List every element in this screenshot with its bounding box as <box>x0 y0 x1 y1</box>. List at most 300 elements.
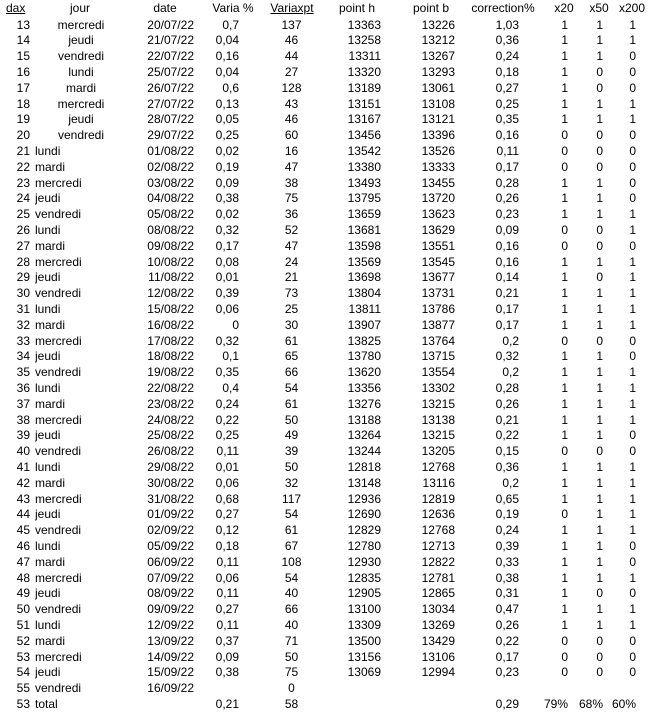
cell-point-h[interactable]: 12690 <box>347 507 381 522</box>
cell-x50[interactable]: 0 <box>596 444 603 459</box>
cell-x200[interactable]: 1 <box>629 270 636 285</box>
cell-x200[interactable]: 0 <box>629 64 636 79</box>
cell-variaxpt[interactable]: 30 <box>284 317 299 332</box>
cell-varia[interactable]: 0,08 <box>215 254 239 269</box>
cell-dax[interactable]: 37 <box>16 396 30 411</box>
cell-jour[interactable]: jeudi <box>35 428 61 443</box>
cell-point-h[interactable]: 13569 <box>347 254 381 269</box>
cell-varia[interactable]: 0,4 <box>222 380 239 395</box>
cell-date[interactable]: 05/08/22 <box>147 207 194 222</box>
cell-correction[interactable]: 0,47 <box>495 602 519 617</box>
cell-jour[interactable]: jeudi <box>68 33 94 48</box>
cell-date[interactable]: 10/08/22 <box>147 254 194 269</box>
cell-variaxpt[interactable]: 0 <box>288 681 295 696</box>
cell-x200[interactable]: 1 <box>629 459 636 474</box>
cell-x200[interactable]: 0 <box>629 444 636 459</box>
cell-point-b[interactable]: 12819 <box>421 491 455 506</box>
cell-point-b[interactable]: 13302 <box>421 380 455 395</box>
cell-dax[interactable]: 28 <box>16 254 30 269</box>
cell-correction[interactable]: 0,14 <box>495 270 519 285</box>
cell-date[interactable]: 20/07/22 <box>147 17 194 32</box>
cell-point-b[interactable]: 13106 <box>421 649 455 664</box>
cell-correction[interactable]: 0,25 <box>495 96 519 111</box>
cell-jour[interactable]: jeudi <box>35 270 61 285</box>
cell-correction[interactable]: 0,17 <box>495 301 519 316</box>
cell-dax[interactable]: 20 <box>16 128 30 143</box>
cell-variaxpt[interactable]: 43 <box>284 96 299 111</box>
cell-dax[interactable]: 21 <box>16 143 30 158</box>
cell-point-b[interactable]: 12781 <box>421 570 455 585</box>
cell-variaxpt[interactable]: 52 <box>284 222 299 237</box>
cell-point-h[interactable]: 13189 <box>347 80 381 95</box>
cell-variaxpt[interactable]: 44 <box>284 49 299 64</box>
cell-point-b[interactable]: 13034 <box>421 602 455 617</box>
cell-correction[interactable]: 0,28 <box>495 175 519 190</box>
cell-varia[interactable]: 0,38 <box>215 665 239 680</box>
cell-varia[interactable]: 0,11 <box>216 554 239 569</box>
cell-x50[interactable]: 1 <box>596 365 603 380</box>
cell-dax[interactable]: 50 <box>16 602 30 617</box>
cell-dax[interactable]: 25 <box>16 207 30 222</box>
cell-x50[interactable]: 1 <box>596 538 603 553</box>
cell-x20[interactable]: 1 <box>561 365 568 380</box>
cell-varia[interactable]: 0,27 <box>215 507 239 522</box>
cell-x50[interactable]: 0 <box>596 586 603 601</box>
cell-dax[interactable]: 30 <box>16 286 30 301</box>
cell-x200[interactable]: 0 <box>629 538 636 553</box>
cell-date[interactable]: 16/09/22 <box>147 681 194 696</box>
cell-x20[interactable]: 1 <box>561 207 568 222</box>
cell-jour[interactable]: mercredi <box>35 649 82 664</box>
cell-x50[interactable]: 1 <box>596 617 603 632</box>
cell-x50[interactable]: 0 <box>596 128 603 143</box>
cell-varia[interactable]: 0,09 <box>215 175 239 190</box>
cell-varia[interactable]: 0,7 <box>222 17 239 32</box>
cell-correction[interactable]: 0,2 <box>502 333 519 348</box>
cell-x50[interactable]: 1 <box>596 523 603 538</box>
cell-jour[interactable]: mercredi <box>35 333 82 348</box>
cell-x50[interactable]: 0 <box>596 333 603 348</box>
cell-point-b[interactable]: 13629 <box>421 222 455 237</box>
cell-x200[interactable]: 1 <box>629 96 636 111</box>
cell-point-h[interactable]: 13493 <box>347 175 381 190</box>
cell-variaxpt[interactable]: 54 <box>284 507 299 522</box>
cell-x50[interactable]: 0 <box>596 143 603 158</box>
cell-dax[interactable]: 44 <box>16 507 30 522</box>
cell-date[interactable]: 13/09/22 <box>147 633 194 648</box>
cell-dax[interactable]: 38 <box>16 412 30 427</box>
cell-date[interactable]: 08/08/22 <box>147 222 194 237</box>
cell-x200[interactable]: 1 <box>629 33 636 48</box>
cell-variaxpt[interactable]: 75 <box>284 665 299 680</box>
cell-point-h[interactable]: 12780 <box>347 538 381 553</box>
cell-point-h[interactable]: 13542 <box>347 143 381 158</box>
cell-jour[interactable]: mardi <box>35 633 66 648</box>
cell-point-b[interactable]: 13061 <box>421 80 455 95</box>
cell-date[interactable]: 31/08/22 <box>147 491 194 506</box>
cell-correction[interactable]: 0,32 <box>495 349 519 364</box>
header-point-b[interactable]: point b <box>412 1 450 15</box>
header-x200[interactable]: x200 <box>618 1 646 15</box>
cell-varia[interactable]: 0,17 <box>215 238 239 253</box>
cell-x20[interactable]: 1 <box>561 428 568 443</box>
cell-x200[interactable]: 1 <box>629 317 636 332</box>
cell-varia[interactable]: 0,32 <box>215 222 239 237</box>
cell-jour[interactable]: lundi <box>35 143 61 158</box>
header-variaxpt[interactable]: Variaxpt <box>270 1 314 15</box>
cell-jour[interactable]: mercredi <box>35 175 82 190</box>
cell-point-h[interactable]: 13188 <box>347 412 381 427</box>
cell-x50[interactable]: 0 <box>596 222 603 237</box>
cell-date[interactable]: 16/08/22 <box>147 317 194 332</box>
cell-variaxpt[interactable]: 40 <box>284 586 299 601</box>
cell-x200[interactable]: 0 <box>629 238 636 253</box>
cell-jour[interactable]: mardi <box>35 396 66 411</box>
cell-correction[interactable]: 0,21 <box>495 412 519 427</box>
cell-point-b[interactable]: 13526 <box>421 143 455 158</box>
cell-jour[interactable]: mercredi <box>57 17 105 32</box>
cell-dax[interactable]: 35 <box>16 365 30 380</box>
cell-x20[interactable]: 1 <box>561 33 568 48</box>
cell-dax[interactable]: 26 <box>16 222 30 237</box>
cell-variaxpt[interactable]: 49 <box>284 428 299 443</box>
cell-x50[interactable]: 0 <box>596 238 603 253</box>
cell-x20[interactable]: 1 <box>561 191 568 206</box>
cell-jour[interactable]: jeudi <box>35 191 61 206</box>
cell-jour[interactable]: jeudi <box>35 507 61 522</box>
cell-point-h[interactable]: 13167 <box>347 112 381 127</box>
cell-correction[interactable]: 0,33 <box>495 554 519 569</box>
cell-jour[interactable]: mardi <box>35 475 66 490</box>
cell-dax[interactable]: 27 <box>16 238 30 253</box>
cell-variaxpt[interactable]: 47 <box>284 238 299 253</box>
cell-date[interactable]: 15/08/22 <box>147 301 194 316</box>
cell-x50[interactable] <box>575 680 603 696</box>
cell-dax[interactable]: 15 <box>16 49 30 64</box>
total-varia[interactable]: 0,21 <box>215 696 239 711</box>
cell-variaxpt[interactable]: 36 <box>284 207 299 222</box>
cell-jour[interactable]: vendredi <box>35 523 82 538</box>
cell-x200[interactable]: 1 <box>629 507 636 522</box>
cell-dax[interactable]: 36 <box>16 380 30 395</box>
cell-point-h[interactable]: 12818 <box>347 459 381 474</box>
cell-dax[interactable]: 52 <box>16 633 30 648</box>
cell-date[interactable]: 02/09/22 <box>147 523 194 538</box>
cell-varia[interactable]: 0,12 <box>215 523 239 538</box>
total-variaxpt[interactable]: 58 <box>284 696 299 711</box>
cell-jour[interactable]: jeudi <box>35 586 61 601</box>
cell-correction[interactable]: 0,16 <box>495 238 519 253</box>
cell-x200[interactable]: 0 <box>629 175 636 190</box>
cell-x50[interactable]: 1 <box>596 507 603 522</box>
cell-point-b[interactable]: 13269 <box>421 617 455 632</box>
cell-x50[interactable]: 1 <box>596 96 603 111</box>
cell-varia[interactable]: 0,02 <box>215 207 239 222</box>
cell-dax[interactable]: 39 <box>16 428 30 443</box>
cell-x50[interactable]: 1 <box>596 491 603 506</box>
cell-x200[interactable]: 1 <box>629 17 636 32</box>
cell-x20[interactable]: 1 <box>561 112 568 127</box>
cell-point-b[interactable]: 13215 <box>421 396 455 411</box>
cell-dax[interactable]: 31 <box>16 301 30 316</box>
cell-varia[interactable]: 0,06 <box>215 570 239 585</box>
cell-point-b[interactable]: 13226 <box>421 17 455 32</box>
cell-dax[interactable]: 55 <box>16 681 30 696</box>
cell-correction[interactable]: 0,24 <box>495 523 519 538</box>
cell-date[interactable]: 01/08/22 <box>147 143 194 158</box>
cell-point-h[interactable] <box>322 680 381 696</box>
cell-point-b[interactable] <box>390 680 455 696</box>
cell-point-h[interactable]: 12936 <box>347 491 381 506</box>
cell-varia[interactable]: 0,22 <box>215 412 239 427</box>
cell-x200[interactable]: 0 <box>629 665 636 680</box>
cell-varia[interactable]: 0,11 <box>216 586 239 601</box>
cell-x200[interactable]: 0 <box>629 649 636 664</box>
cell-correction[interactable]: 0,27 <box>495 80 519 95</box>
cell-x20[interactable] <box>540 680 568 696</box>
cell-x200[interactable]: 0 <box>629 143 636 158</box>
cell-jour[interactable]: lundi <box>35 538 61 553</box>
cell-correction[interactable]: 0,2 <box>502 475 519 490</box>
cell-varia[interactable]: 0,27 <box>215 602 239 617</box>
cell-correction[interactable]: 0,23 <box>495 665 519 680</box>
cell-correction[interactable]: 0,17 <box>495 159 519 174</box>
cell-x50[interactable]: 1 <box>596 396 603 411</box>
cell-dax[interactable]: 18 <box>16 96 30 111</box>
cell-x200[interactable]: 1 <box>629 617 636 632</box>
cell-x20[interactable]: 1 <box>561 523 568 538</box>
cell-correction[interactable]: 0,38 <box>495 570 519 585</box>
cell-dax[interactable]: 53 <box>16 649 30 664</box>
cell-correction[interactable]: 0,16 <box>495 128 519 143</box>
cell-varia[interactable]: 0,24 <box>215 396 239 411</box>
cell-point-b[interactable]: 13116 <box>422 475 455 490</box>
cell-x200[interactable]: 1 <box>629 396 636 411</box>
cell-point-b[interactable]: 13333 <box>421 159 455 174</box>
cell-variaxpt[interactable]: 38 <box>284 175 299 190</box>
cell-point-h[interactable]: 13264 <box>347 428 381 443</box>
cell-dax[interactable]: 33 <box>16 333 30 348</box>
cell-variaxpt[interactable]: 21 <box>284 270 299 285</box>
cell-point-b[interactable]: 13212 <box>421 33 455 48</box>
cell-variaxpt[interactable]: 60 <box>284 128 299 143</box>
cell-jour[interactable]: vendredi <box>35 444 82 459</box>
cell-varia[interactable]: 0,11 <box>216 444 239 459</box>
cell-x50[interactable]: 1 <box>596 49 603 64</box>
cell-variaxpt[interactable]: 67 <box>284 538 299 553</box>
cell-variaxpt[interactable]: 108 <box>281 554 302 569</box>
cell-dax[interactable]: 47 <box>16 554 30 569</box>
cell-date[interactable]: 28/07/22 <box>147 112 194 127</box>
cell-date[interactable]: 15/09/22 <box>147 665 194 680</box>
cell-jour[interactable]: jeudi <box>68 112 94 127</box>
cell-jour[interactable]: mardi <box>35 317 66 332</box>
cell-x200[interactable]: 1 <box>629 491 636 506</box>
cell-date[interactable]: 09/09/22 <box>147 602 194 617</box>
cell-varia[interactable]: 0,25 <box>215 128 239 143</box>
cell-jour[interactable]: vendredi <box>35 286 82 301</box>
cell-variaxpt[interactable]: 61 <box>284 333 299 348</box>
cell-point-h[interactable]: 13309 <box>347 617 381 632</box>
cell-x20[interactable]: 1 <box>561 412 568 427</box>
cell-jour[interactable]: vendredi <box>57 49 105 64</box>
cell-x20[interactable]: 1 <box>561 380 568 395</box>
cell-x20[interactable]: 1 <box>561 96 568 111</box>
cell-point-h[interactable]: 13795 <box>347 191 381 206</box>
cell-x50[interactable]: 0 <box>596 665 603 680</box>
cell-varia[interactable]: 0,19 <box>215 159 239 174</box>
cell-x200[interactable]: 1 <box>629 475 636 490</box>
cell-x50[interactable]: 0 <box>596 80 603 95</box>
cell-x200[interactable]: 1 <box>629 286 636 301</box>
cell-variaxpt[interactable]: 27 <box>284 64 299 79</box>
cell-x20[interactable]: 0 <box>561 444 568 459</box>
cell-x50[interactable]: 0 <box>596 649 603 664</box>
cell-x50[interactable]: 1 <box>596 475 603 490</box>
cell-correction[interactable]: 0,24 <box>495 49 519 64</box>
cell-correction[interactable]: 0,15 <box>495 444 519 459</box>
cell-date[interactable]: 01/09/22 <box>147 507 194 522</box>
cell-point-b[interactable]: 13786 <box>421 301 455 316</box>
header-correction[interactable]: correction% <box>471 1 535 15</box>
cell-x50[interactable]: 1 <box>596 254 603 269</box>
cell-point-h[interactable]: 12835 <box>347 570 381 585</box>
cell-variaxpt[interactable]: 137 <box>281 17 302 32</box>
cell-correction[interactable]: 0,11 <box>496 143 519 158</box>
cell-point-b[interactable]: 13138 <box>421 412 455 427</box>
cell-x200[interactable]: 1 <box>629 523 636 538</box>
cell-dax[interactable]: 16 <box>16 64 30 79</box>
cell-point-b[interactable]: 13764 <box>421 333 455 348</box>
cell-variaxpt[interactable]: 54 <box>284 380 299 395</box>
cell-variaxpt[interactable]: 39 <box>284 444 299 459</box>
cell-variaxpt[interactable]: 50 <box>284 459 299 474</box>
cell-date[interactable]: 12/09/22 <box>147 617 194 632</box>
cell-x20[interactable]: 1 <box>561 175 568 190</box>
cell-correction[interactable]: 0,35 <box>495 112 519 127</box>
cell-dax[interactable]: 24 <box>16 191 30 206</box>
cell-varia[interactable]: 0,04 <box>215 33 239 48</box>
cell-x20[interactable]: 1 <box>561 349 568 364</box>
cell-x50[interactable]: 0 <box>596 64 603 79</box>
cell-point-b[interactable]: 13554 <box>421 365 455 380</box>
cell-x20[interactable]: 1 <box>561 602 568 617</box>
cell-date[interactable]: 17/08/22 <box>147 333 194 348</box>
cell-dax[interactable]: 32 <box>16 317 30 332</box>
cell-jour[interactable]: vendredi <box>35 602 82 617</box>
cell-dax[interactable]: 14 <box>16 33 30 48</box>
cell-correction[interactable]: 0,36 <box>495 459 519 474</box>
cell-variaxpt[interactable]: 50 <box>284 412 299 427</box>
cell-jour[interactable]: mardi <box>35 238 66 253</box>
header-dax[interactable]: dax <box>6 1 26 15</box>
cell-date[interactable]: 23/08/22 <box>147 396 194 411</box>
cell-point-b[interactable]: 13108 <box>421 96 455 111</box>
cell-point-h[interactable]: 13151 <box>347 96 381 111</box>
cell-dax[interactable]: 23 <box>16 175 30 190</box>
cell-dax[interactable]: 49 <box>16 586 30 601</box>
cell-date[interactable]: 03/08/22 <box>147 175 194 190</box>
cell-varia[interactable]: 0,13 <box>215 96 239 111</box>
cell-correction[interactable]: 0,22 <box>495 428 519 443</box>
cell-variaxpt[interactable]: 61 <box>284 396 299 411</box>
total-x50[interactable]: 68% <box>578 696 603 711</box>
cell-date[interactable]: 22/07/22 <box>147 49 194 64</box>
cell-x200[interactable]: 0 <box>629 49 636 64</box>
cell-date[interactable]: 11/08/22 <box>148 270 194 285</box>
cell-point-h[interactable]: 13244 <box>347 444 381 459</box>
cell-x50[interactable]: 1 <box>596 17 603 32</box>
cell-x20[interactable]: 1 <box>561 491 568 506</box>
cell-x20[interactable]: 0 <box>561 159 568 174</box>
cell-point-h[interactable]: 13100 <box>347 602 381 617</box>
cell-jour[interactable]: mercredi <box>57 96 105 111</box>
cell-point-h[interactable]: 12905 <box>347 586 381 601</box>
cell-correction[interactable]: 0,23 <box>495 207 519 222</box>
cell-jour[interactable]: lundi <box>35 222 61 237</box>
cell-jour[interactable]: vendredi <box>57 128 105 143</box>
cell-varia[interactable]: 0,6 <box>222 80 239 95</box>
cell-point-h[interactable]: 13156 <box>347 649 381 664</box>
cell-x200[interactable] <box>606 680 636 696</box>
cell-x50[interactable]: 1 <box>596 412 603 427</box>
header-x50[interactable]: x50 <box>589 1 609 15</box>
cell-point-h[interactable]: 13811 <box>348 301 381 316</box>
cell-point-h[interactable]: 12930 <box>347 554 381 569</box>
cell-correction[interactable]: 0,28 <box>495 380 519 395</box>
cell-jour[interactable]: vendredi <box>35 365 82 380</box>
cell-x20[interactable]: 1 <box>561 459 568 474</box>
cell-varia[interactable]: 0,37 <box>215 633 239 648</box>
cell-point-b[interactable]: 12822 <box>421 554 455 569</box>
cell-variaxpt[interactable]: 71 <box>284 633 299 648</box>
cell-point-b[interactable]: 13205 <box>421 444 455 459</box>
cell-x200[interactable]: 1 <box>629 254 636 269</box>
cell-varia[interactable]: 0,09 <box>215 649 239 664</box>
total-x20[interactable]: 79% <box>543 696 568 711</box>
cell-x50[interactable]: 1 <box>596 602 603 617</box>
cell-x50[interactable]: 1 <box>596 207 603 222</box>
header-point-h[interactable]: point h <box>338 1 376 15</box>
cell-point-b[interactable]: 12636 <box>421 507 455 522</box>
cell-variaxpt[interactable]: 25 <box>284 301 299 316</box>
cell-x20[interactable]: 1 <box>561 286 568 301</box>
cell-point-h[interactable]: 13681 <box>347 222 381 237</box>
cell-x50[interactable]: 1 <box>596 349 603 364</box>
cell-x20[interactable]: 1 <box>561 317 568 332</box>
cell-point-h[interactable]: 13148 <box>347 475 381 490</box>
cell-point-b[interactable]: 13877 <box>421 317 455 332</box>
cell-varia[interactable]: 0,02 <box>215 143 239 158</box>
cell-point-b[interactable]: 13720 <box>421 191 455 206</box>
cell-point-b[interactable]: 13731 <box>421 286 455 301</box>
cell-x50[interactable]: 1 <box>596 554 603 569</box>
cell-point-h[interactable]: 13825 <box>347 333 381 348</box>
cell-correction[interactable]: 0,39 <box>495 538 519 553</box>
cell-date[interactable]: 24/08/22 <box>147 412 194 427</box>
cell-date[interactable]: 02/08/22 <box>147 159 194 174</box>
cell-correction[interactable]: 0,09 <box>495 222 519 237</box>
cell-variaxpt[interactable]: 66 <box>284 602 299 617</box>
cell-varia[interactable]: 0,11 <box>216 617 239 632</box>
cell-point-b[interactable]: 13121 <box>421 112 455 127</box>
cell-dax[interactable]: 34 <box>16 349 30 364</box>
cell-point-h[interactable]: 13659 <box>347 207 381 222</box>
cell-jour[interactable]: jeudi <box>35 349 61 364</box>
cell-x20[interactable]: 1 <box>561 586 568 601</box>
cell-date[interactable]: 09/08/22 <box>147 238 194 253</box>
cell-x50[interactable]: 1 <box>596 112 603 127</box>
